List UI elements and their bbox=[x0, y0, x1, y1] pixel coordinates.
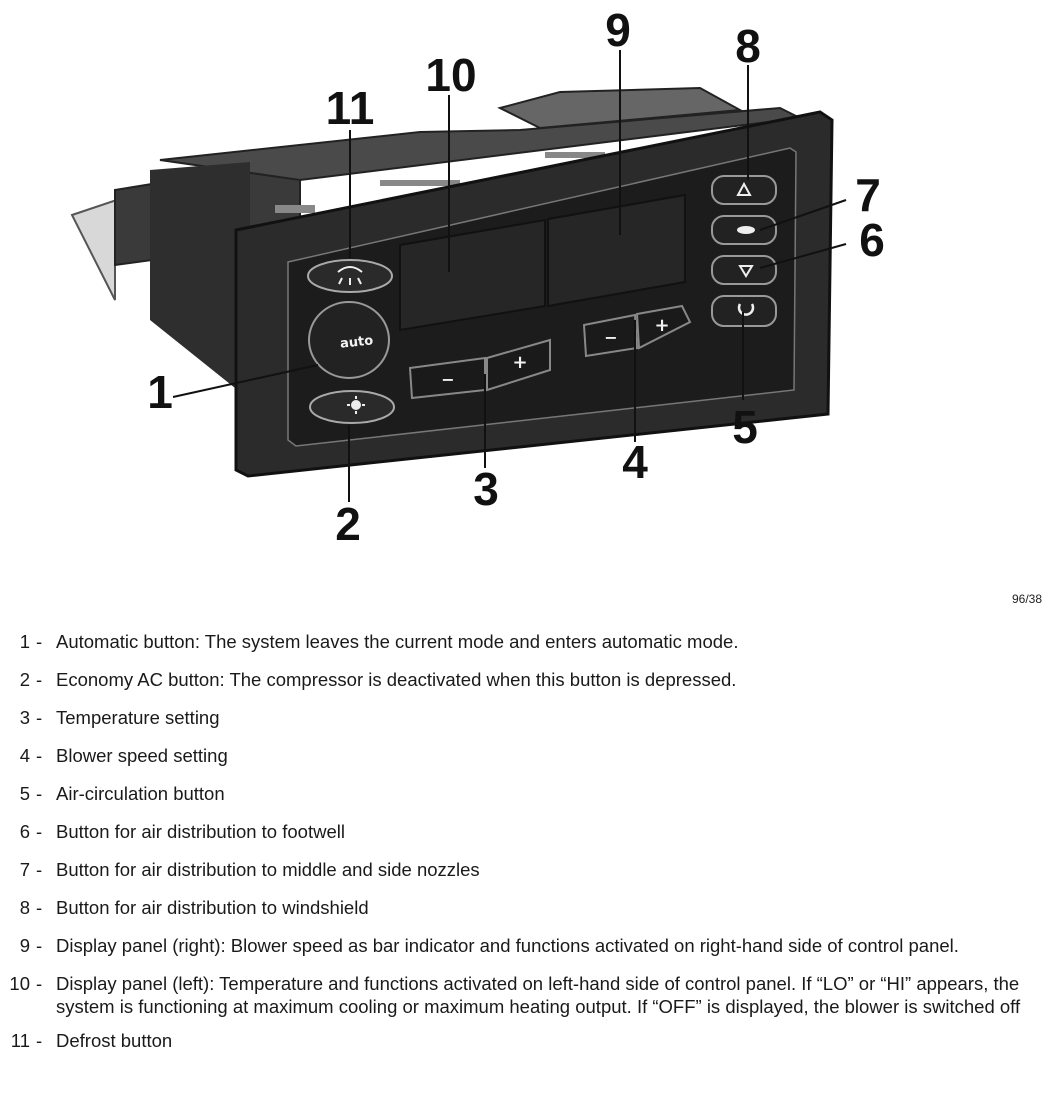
callout-5: 5 bbox=[732, 401, 758, 453]
callout-4: 4 bbox=[622, 436, 648, 488]
legend-number: 1 bbox=[19, 631, 30, 652]
legend-text: Temperature setting bbox=[56, 707, 220, 728]
legend-item: 10 - Display panel (left): Temperature and functions activated on left-hand side of control panel. If “LO” or “HI” appears, the system is functioning at maximum cooling or maximum heating output. If “OFF” is displayed, the blower is switched off bbox=[0, 972, 1050, 1018]
legend-item: 1 - Automatic button: The system leaves the current mode and enters automatic mode. bbox=[0, 630, 1050, 653]
callout-1: 1 bbox=[147, 366, 173, 418]
legend-number: 5 bbox=[19, 783, 30, 804]
defrost-button[interactable] bbox=[308, 260, 392, 292]
legend-item: 7 - Button for air distribution to middle and side nozzles bbox=[0, 858, 1050, 881]
legend-number: 8 bbox=[19, 897, 30, 918]
legend-number: 2 bbox=[19, 669, 30, 690]
blower-minus-label: − bbox=[604, 328, 618, 347]
legend-item: 5 - Air-circulation button bbox=[0, 782, 1050, 805]
legend-text: Button for air distribution to footwell bbox=[56, 821, 345, 842]
callout-7: 7 bbox=[855, 169, 881, 221]
callout-6: 6 bbox=[859, 214, 885, 266]
nozzle-icon bbox=[737, 226, 755, 234]
legend-text: Defrost button bbox=[56, 1030, 173, 1051]
temp-plus-label: + bbox=[512, 352, 528, 373]
legend-item: 4 - Blower speed setting bbox=[0, 744, 1050, 767]
legend-number: 6 bbox=[19, 821, 30, 842]
footwell-button[interactable] bbox=[712, 256, 776, 284]
legend-number: 9 bbox=[19, 935, 30, 956]
middle-side-nozzles-button[interactable] bbox=[712, 216, 776, 244]
callout-3: 3 bbox=[473, 463, 499, 515]
callout-2: 2 bbox=[335, 498, 361, 550]
legend-text: Automatic button: The system leaves the current mode and enters automatic mode. bbox=[56, 631, 739, 652]
legend-list bbox=[0, 630, 1050, 1067]
callout-10: 10 bbox=[425, 49, 477, 101]
legend-text: Economy AC button: The compressor is deactivated when this button is depressed. bbox=[56, 669, 737, 690]
legend-item: 6 - Button for air distribution to footwell bbox=[0, 820, 1050, 843]
temp-minus-label: − bbox=[441, 370, 455, 389]
legend-number: 4 bbox=[19, 745, 30, 766]
legend-number: 7 bbox=[19, 859, 30, 880]
legend-number: 10 bbox=[9, 973, 30, 994]
legend-item: 9 - Display panel (right): Blower speed as bar indicator and functions activated on right-hand side of control panel. bbox=[0, 934, 1050, 957]
blower-plus-label: + bbox=[654, 315, 670, 336]
legend-number: 11 bbox=[10, 1030, 30, 1051]
legend-text: Display panel (right): Blower speed as bar indicator and functions activated on right-hand side of control panel. bbox=[56, 935, 959, 956]
figure-reference: 96/38 bbox=[1011, 592, 1042, 606]
windshield-button[interactable] bbox=[712, 176, 776, 204]
legend-item: 8 - Button for air distribution to windshield bbox=[0, 896, 1050, 919]
economy-ac-button[interactable] bbox=[310, 391, 394, 423]
callout-8: 8 bbox=[735, 20, 761, 72]
legend-text: Blower speed setting bbox=[56, 745, 228, 766]
callout-9: 9 bbox=[605, 4, 631, 56]
callout-11: 11 bbox=[325, 82, 375, 134]
legend-text: Button for air distribution to middle and side nozzles bbox=[56, 859, 480, 880]
auto-button[interactable] bbox=[309, 302, 389, 378]
legend-item: 11 - Defrost button bbox=[0, 1029, 1050, 1052]
legend-number: 3 bbox=[19, 707, 30, 728]
legend-item: 2 - Economy AC button: The compressor is deactivated when this button is depressed. bbox=[0, 668, 1050, 691]
legend-item: 3 - Temperature setting bbox=[0, 706, 1050, 729]
legend-text: Button for air distribution to windshield bbox=[56, 897, 369, 918]
legend-text: Display panel (left): Temperature and functions activated on left-hand side of control panel. If “LO” or “HI” appears, the system is functioning at maximum cooling or maximum heating output. If “OFF” is displayed, the blower is switched off bbox=[56, 973, 1021, 1017]
auto-button-label: auto bbox=[339, 333, 374, 352]
legend-text: Air-circulation button bbox=[56, 783, 225, 804]
